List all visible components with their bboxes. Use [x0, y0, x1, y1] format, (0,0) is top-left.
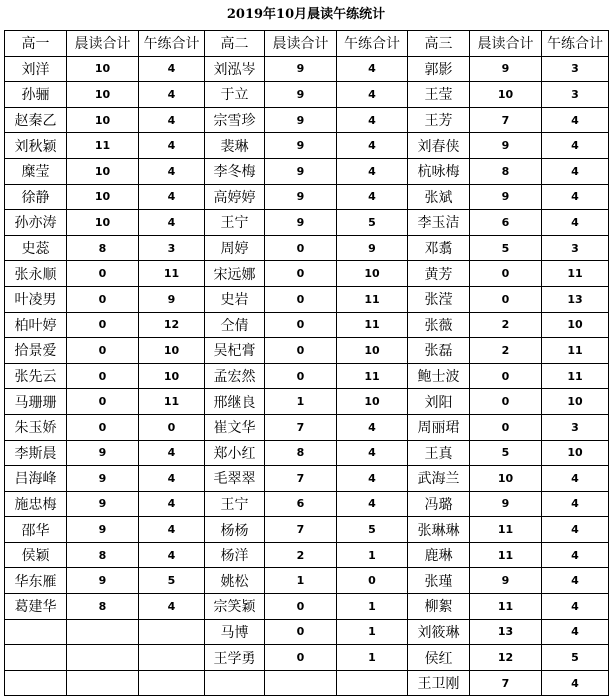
- cell-grade1-noon: 4: [139, 133, 205, 159]
- cell-grade2-name: 王学勇: [205, 645, 265, 671]
- cell-grade2-name: 马博: [205, 619, 265, 645]
- cell-grade3-morning: 9: [470, 56, 542, 82]
- cell-grade2-name: 杨洋: [205, 542, 265, 568]
- cell-grade2-morning: 8: [265, 440, 337, 466]
- cell-grade1-morning: 0: [67, 286, 139, 312]
- cell-grade3-name: 武海兰: [408, 466, 470, 492]
- cell-grade2-morning: 7: [265, 517, 337, 543]
- cell-grade2-noon: 5: [337, 210, 408, 236]
- cell-grade2-noon: 4: [337, 184, 408, 210]
- cell-grade2-noon: 1: [337, 645, 408, 671]
- cell-grade1-morning: 10: [67, 56, 139, 82]
- cell-grade3-morning: 0: [470, 363, 542, 389]
- cell-grade1-noon: 4: [139, 440, 205, 466]
- cell-grade3-morning: 13: [470, 619, 542, 645]
- cell-grade3-name: 张瑾: [408, 568, 470, 594]
- cell-grade2-morning: 0: [265, 261, 337, 287]
- cell-grade2-noon: 1: [337, 594, 408, 620]
- cell-grade3-noon: 4: [542, 133, 609, 159]
- cell-grade2-noon: [337, 670, 408, 696]
- cell-grade1-noon: 12: [139, 312, 205, 338]
- cell-grade1-noon: [139, 619, 205, 645]
- cell-grade3-noon: 4: [542, 619, 609, 645]
- cell-grade1-noon: 4: [139, 491, 205, 517]
- cell-grade1-morning: 0: [67, 338, 139, 364]
- cell-grade1-name: 马珊珊: [5, 389, 67, 415]
- cell-grade2-morning: 9: [265, 158, 337, 184]
- table-row: [5, 338, 609, 364]
- cell-grade1-name: 糜莹: [5, 158, 67, 184]
- cell-grade3-noon: 4: [542, 670, 609, 696]
- cell-grade1-morning: 9: [67, 568, 139, 594]
- cell-grade2-name: 宗笑颖: [205, 594, 265, 620]
- cell-grade2-morning: 9: [265, 82, 337, 108]
- cell-grade1-noon: 4: [139, 107, 205, 133]
- cell-grade1-noon: 4: [139, 210, 205, 236]
- cell-grade1-noon: 4: [139, 517, 205, 543]
- cell-grade2-morning: 1: [265, 389, 337, 415]
- cell-grade2-noon: 4: [337, 440, 408, 466]
- cell-grade3-noon: 4: [542, 568, 609, 594]
- cell-grade1-morning: 9: [67, 491, 139, 517]
- cell-grade1-name: [5, 645, 67, 671]
- cell-grade3-noon: 3: [542, 235, 609, 261]
- cell-grade3-name: 鲍士波: [408, 363, 470, 389]
- cell-grade2-noon: 5: [337, 517, 408, 543]
- table-row: [5, 363, 609, 389]
- header-row: [5, 31, 609, 57]
- cell-grade3-name: 刘春侠: [408, 133, 470, 159]
- table-row: [5, 286, 609, 312]
- cell-grade2-noon: 10: [337, 389, 408, 415]
- table-row: [5, 82, 609, 108]
- cell-grade1-noon: 4: [139, 184, 205, 210]
- cell-grade2-name: 史岩: [205, 286, 265, 312]
- cell-grade1-name: 华东雁: [5, 568, 67, 594]
- cell-grade3-name: 王莹: [408, 82, 470, 108]
- cell-grade3-name: 张斌: [408, 184, 470, 210]
- cell-grade1-morning: [67, 670, 139, 696]
- cell-grade3-name: 李玉洁: [408, 210, 470, 236]
- cell-grade3-name: 刘筱琳: [408, 619, 470, 645]
- table-row: [5, 158, 609, 184]
- table-row: [5, 235, 609, 261]
- cell-grade1-name: 张先云: [5, 363, 67, 389]
- table-row: [5, 619, 609, 645]
- cell-grade2-morning: 7: [265, 466, 337, 492]
- cell-grade3-morning: 5: [470, 235, 542, 261]
- cell-grade1-morning: 10: [67, 210, 139, 236]
- table-row: [5, 107, 609, 133]
- cell-grade2-name: 郑小红: [205, 440, 265, 466]
- cell-grade3-name: 柳絮: [408, 594, 470, 620]
- cell-grade3-noon: 4: [542, 210, 609, 236]
- cell-grade2-morning: 9: [265, 184, 337, 210]
- cell-grade3-morning: 0: [470, 261, 542, 287]
- cell-grade1-noon: 4: [139, 542, 205, 568]
- cell-grade2-morning: 0: [265, 594, 337, 620]
- cell-grade2-noon: 10: [337, 338, 408, 364]
- cell-grade2-noon: 4: [337, 82, 408, 108]
- table-row: [5, 414, 609, 440]
- cell-grade3-noon: 4: [542, 491, 609, 517]
- cell-grade2-name: 孟宏然: [205, 363, 265, 389]
- table-row: [5, 594, 609, 620]
- header-grade-3: 高三: [408, 31, 470, 57]
- cell-grade1-morning: [67, 619, 139, 645]
- table-row: [5, 261, 609, 287]
- cell-grade2-name: 高婷婷: [205, 184, 265, 210]
- cell-grade3-name: 周丽珺: [408, 414, 470, 440]
- cell-grade3-morning: 5: [470, 440, 542, 466]
- cell-grade3-morning: 9: [470, 184, 542, 210]
- cell-grade3-noon: 4: [542, 107, 609, 133]
- cell-grade3-name: 杭咏梅: [408, 158, 470, 184]
- cell-grade1-noon: 4: [139, 82, 205, 108]
- table-row: [5, 670, 609, 696]
- cell-grade3-noon: 3: [542, 56, 609, 82]
- cell-grade2-morning: 7: [265, 414, 337, 440]
- cell-grade3-morning: 8: [470, 158, 542, 184]
- cell-grade1-name: 徐静: [5, 184, 67, 210]
- cell-grade2-noon: 9: [337, 235, 408, 261]
- header-noon-practice-total: 午练合计: [139, 31, 205, 57]
- cell-grade3-name: 鹿琳: [408, 542, 470, 568]
- table-row: [5, 491, 609, 517]
- cell-grade3-name: 张薇: [408, 312, 470, 338]
- cell-grade2-morning: 0: [265, 338, 337, 364]
- cell-grade1-name: 李斯晨: [5, 440, 67, 466]
- table-row: [5, 210, 609, 236]
- cell-grade1-name: 刘秋颖: [5, 133, 67, 159]
- cell-grade2-noon: 4: [337, 491, 408, 517]
- cell-grade2-name: 周婷: [205, 235, 265, 261]
- cell-grade3-morning: 7: [470, 107, 542, 133]
- cell-grade2-noon: 4: [337, 107, 408, 133]
- cell-grade1-morning: 0: [67, 261, 139, 287]
- cell-grade2-noon: 4: [337, 56, 408, 82]
- cell-grade2-noon: 0: [337, 568, 408, 594]
- cell-grade2-name: 毛翠翠: [205, 466, 265, 492]
- cell-grade1-name: 张永顺: [5, 261, 67, 287]
- cell-grade2-morning: 2: [265, 542, 337, 568]
- cell-grade3-morning: 11: [470, 542, 542, 568]
- cell-grade2-name: 宋远娜: [205, 261, 265, 287]
- cell-grade1-name: 刘洋: [5, 56, 67, 82]
- header-morning-reading-total: 晨读合计: [265, 31, 337, 57]
- cell-grade1-morning: 9: [67, 440, 139, 466]
- cell-grade1-noon: 10: [139, 338, 205, 364]
- cell-grade1-morning: 8: [67, 594, 139, 620]
- cell-grade3-name: 王真: [408, 440, 470, 466]
- cell-grade2-name: 王宁: [205, 491, 265, 517]
- cell-grade2-morning: [265, 670, 337, 696]
- cell-grade2-morning: 0: [265, 286, 337, 312]
- cell-grade3-morning: 9: [470, 491, 542, 517]
- cell-grade3-morning: 6: [470, 210, 542, 236]
- header-grade-2: 高二: [205, 31, 265, 57]
- cell-grade1-name: 施忠梅: [5, 491, 67, 517]
- cell-grade1-noon: 3: [139, 235, 205, 261]
- cell-grade3-morning: 2: [470, 312, 542, 338]
- cell-grade1-name: 叶凌男: [5, 286, 67, 312]
- table-title: 2019年10月晨读午练统计: [226, 7, 386, 22]
- cell-grade2-morning: 9: [265, 133, 337, 159]
- cell-grade3-name: 张磊: [408, 338, 470, 364]
- cell-grade1-name: 吕海峰: [5, 466, 67, 492]
- cell-grade3-name: 王芳: [408, 107, 470, 133]
- cell-grade1-name: 侯颖: [5, 542, 67, 568]
- cell-grade3-morning: 0: [470, 414, 542, 440]
- cell-grade2-name: 仝倩: [205, 312, 265, 338]
- cell-grade3-noon: 4: [542, 184, 609, 210]
- cell-grade1-morning: 10: [67, 184, 139, 210]
- cell-grade2-name: 崔文华: [205, 414, 265, 440]
- cell-grade3-morning: 7: [470, 670, 542, 696]
- cell-grade2-name: 邢继良: [205, 389, 265, 415]
- cell-grade1-name: 孙骊: [5, 82, 67, 108]
- table-row: [5, 389, 609, 415]
- cell-grade1-noon: [139, 670, 205, 696]
- cell-grade1-name: 孙亦涛: [5, 210, 67, 236]
- cell-grade3-noon: 10: [542, 440, 609, 466]
- cell-grade2-noon: 10: [337, 261, 408, 287]
- cell-grade1-name: [5, 670, 67, 696]
- cell-grade1-name: 拾景爱: [5, 338, 67, 364]
- cell-grade2-noon: 4: [337, 133, 408, 159]
- statistics-table: [4, 30, 609, 696]
- cell-grade3-noon: 4: [542, 594, 609, 620]
- header-grade-1: 高一: [5, 31, 67, 57]
- cell-grade3-noon: 10: [542, 312, 609, 338]
- cell-grade3-name: 郭影: [408, 56, 470, 82]
- cell-grade3-noon: 4: [542, 466, 609, 492]
- cell-grade1-morning: 0: [67, 414, 139, 440]
- cell-grade2-name: 王宁: [205, 210, 265, 236]
- table-row: [5, 517, 609, 543]
- cell-grade3-morning: 10: [470, 82, 542, 108]
- cell-grade3-noon: 13: [542, 286, 609, 312]
- cell-grade2-name: 宗雪珍: [205, 107, 265, 133]
- cell-grade2-noon: 11: [337, 363, 408, 389]
- cell-grade1-noon: 0: [139, 414, 205, 440]
- cell-grade1-name: 朱玉娇: [5, 414, 67, 440]
- cell-grade1-noon: [139, 645, 205, 671]
- cell-grade1-name: 邵华: [5, 517, 67, 543]
- cell-grade3-morning: 0: [470, 389, 542, 415]
- cell-grade3-name: 黄芳: [408, 261, 470, 287]
- cell-grade2-noon: 11: [337, 286, 408, 312]
- cell-grade3-noon: 4: [542, 158, 609, 184]
- cell-grade3-morning: 9: [470, 568, 542, 594]
- cell-grade1-morning: 10: [67, 82, 139, 108]
- cell-grade1-name: 葛建华: [5, 594, 67, 620]
- cell-grade1-name: [5, 619, 67, 645]
- cell-grade3-morning: 0: [470, 286, 542, 312]
- cell-grade3-noon: 10: [542, 389, 609, 415]
- cell-grade3-name: 张滢: [408, 286, 470, 312]
- cell-grade3-name: 邓翥: [408, 235, 470, 261]
- cell-grade3-morning: 11: [470, 594, 542, 620]
- table-row: [5, 56, 609, 82]
- cell-grade2-name: 杨杨: [205, 517, 265, 543]
- cell-grade2-name: 吴杞膏: [205, 338, 265, 364]
- cell-grade3-name: 张琳琳: [408, 517, 470, 543]
- cell-grade3-morning: 11: [470, 517, 542, 543]
- cell-grade2-noon: 1: [337, 619, 408, 645]
- cell-grade1-noon: 9: [139, 286, 205, 312]
- cell-grade1-morning: 8: [67, 542, 139, 568]
- cell-grade2-name: 刘泓岑: [205, 56, 265, 82]
- cell-grade1-morning: 10: [67, 107, 139, 133]
- header-noon-practice-total: 午练合计: [542, 31, 609, 57]
- cell-grade1-noon: 11: [139, 261, 205, 287]
- cell-grade1-morning: 0: [67, 312, 139, 338]
- cell-grade2-name: 李冬梅: [205, 158, 265, 184]
- cell-grade3-morning: 10: [470, 466, 542, 492]
- cell-grade1-noon: 4: [139, 158, 205, 184]
- cell-grade1-name: 赵秦乙: [5, 107, 67, 133]
- cell-grade2-noon: 1: [337, 542, 408, 568]
- cell-grade1-name: 柏叶婷: [5, 312, 67, 338]
- cell-grade2-name: 姚松: [205, 568, 265, 594]
- cell-grade2-morning: 0: [265, 363, 337, 389]
- cell-grade1-morning: 11: [67, 133, 139, 159]
- cell-grade3-noon: 11: [542, 338, 609, 364]
- table-row: [5, 184, 609, 210]
- table-row: [5, 568, 609, 594]
- table-row: [5, 440, 609, 466]
- cell-grade3-name: 王卫刚: [408, 670, 470, 696]
- cell-grade2-morning: 9: [265, 210, 337, 236]
- cell-grade2-noon: 11: [337, 312, 408, 338]
- cell-grade1-morning: 8: [67, 235, 139, 261]
- cell-grade3-name: 侯红: [408, 645, 470, 671]
- cell-grade3-noon: 3: [542, 414, 609, 440]
- header-noon-practice-total: 午练合计: [337, 31, 408, 57]
- cell-grade2-morning: 6: [265, 491, 337, 517]
- cell-grade3-morning: 9: [470, 133, 542, 159]
- cell-grade1-morning: 10: [67, 158, 139, 184]
- cell-grade2-noon: 4: [337, 158, 408, 184]
- cell-grade1-morning: 9: [67, 517, 139, 543]
- cell-grade3-noon: 4: [542, 517, 609, 543]
- cell-grade3-noon: 4: [542, 542, 609, 568]
- cell-grade3-name: 刘阳: [408, 389, 470, 415]
- cell-grade3-morning: 2: [470, 338, 542, 364]
- table-row: [5, 466, 609, 492]
- cell-grade2-name: 于立: [205, 82, 265, 108]
- cell-grade2-morning: 0: [265, 312, 337, 338]
- cell-grade1-noon: 4: [139, 56, 205, 82]
- table-row: [5, 312, 609, 338]
- cell-grade3-noon: 3: [542, 82, 609, 108]
- cell-grade1-name: 史蕊: [5, 235, 67, 261]
- cell-grade2-morning: 0: [265, 619, 337, 645]
- cell-grade3-morning: 12: [470, 645, 542, 671]
- cell-grade1-noon: 4: [139, 594, 205, 620]
- cell-grade1-noon: 11: [139, 389, 205, 415]
- cell-grade2-name: [205, 670, 265, 696]
- cell-grade1-noon: 4: [139, 466, 205, 492]
- cell-grade3-noon: 11: [542, 363, 609, 389]
- cell-grade2-noon: 4: [337, 414, 408, 440]
- cell-grade2-morning: 0: [265, 235, 337, 261]
- cell-grade2-noon: 4: [337, 466, 408, 492]
- cell-grade3-noon: 11: [542, 261, 609, 287]
- header-morning-reading-total: 晨读合计: [67, 31, 139, 57]
- cell-grade2-morning: 9: [265, 56, 337, 82]
- cell-grade3-name: 冯璐: [408, 491, 470, 517]
- cell-grade1-morning: 9: [67, 466, 139, 492]
- cell-grade2-morning: 0: [265, 645, 337, 671]
- cell-grade1-noon: 5: [139, 568, 205, 594]
- header-morning-reading-total: 晨读合计: [470, 31, 542, 57]
- table-row: [5, 133, 609, 159]
- table-row: [5, 645, 609, 671]
- cell-grade1-morning: [67, 645, 139, 671]
- cell-grade1-morning: 0: [67, 363, 139, 389]
- cell-grade1-morning: 0: [67, 389, 139, 415]
- cell-grade2-morning: 9: [265, 107, 337, 133]
- cell-grade2-morning: 1: [265, 568, 337, 594]
- cell-grade2-name: 裴琳: [205, 133, 265, 159]
- cell-grade3-noon: 5: [542, 645, 609, 671]
- cell-grade1-noon: 10: [139, 363, 205, 389]
- table-row: [5, 542, 609, 568]
